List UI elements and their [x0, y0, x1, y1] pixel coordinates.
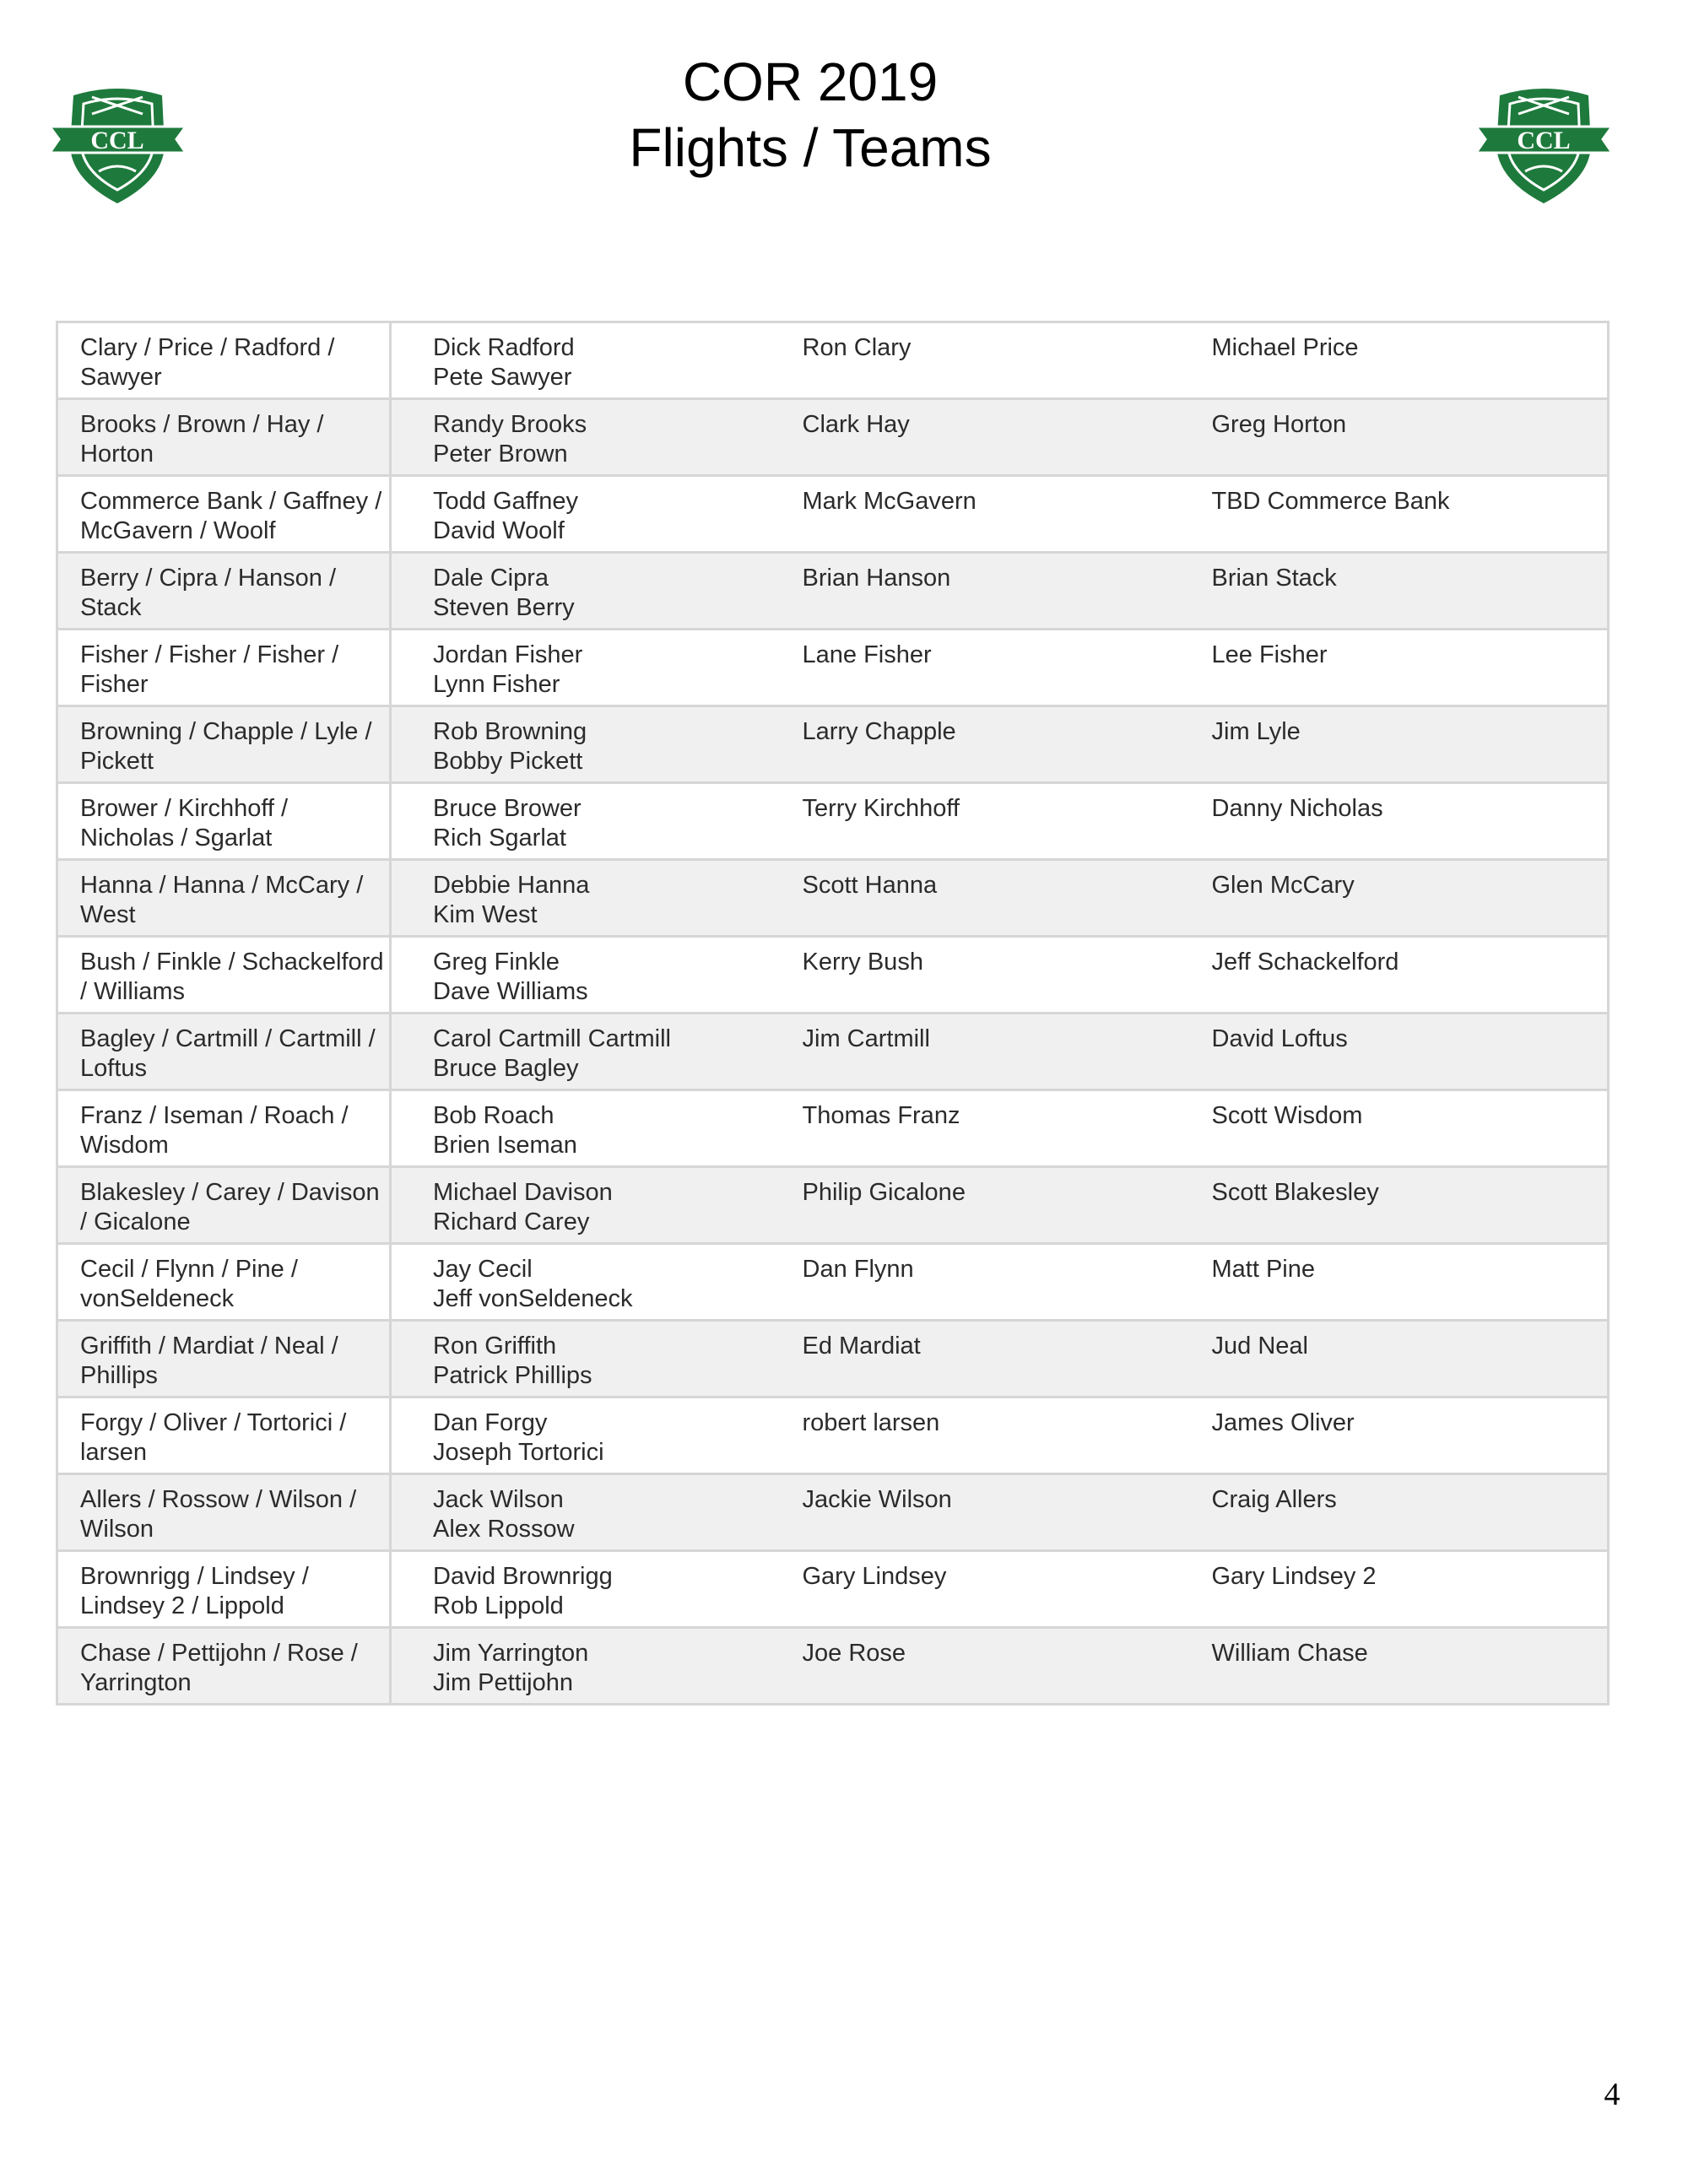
player4-cell — [1180, 1551, 1609, 1628]
team-name-line: Berry / Cipra / Hanson / — [80, 565, 336, 592]
player-name: Joseph Tortorici — [433, 1439, 604, 1466]
player3-cell — [786, 1551, 1180, 1628]
pair-players-cell — [391, 1014, 786, 1090]
player-name: Jay Cecil — [433, 1256, 533, 1283]
player4-cell — [1180, 399, 1609, 476]
page-number: 4 — [1604, 2077, 1620, 2112]
player-name: Peter Brown — [433, 441, 568, 468]
team-name-line: Stack — [80, 594, 142, 621]
table-row — [57, 937, 1609, 1014]
player-name: Lee Fisher — [1211, 641, 1328, 668]
player-name: Gary Lindsey — [802, 1563, 947, 1590]
player3-cell — [786, 1397, 1180, 1474]
player-name: Kim West — [433, 901, 538, 928]
team-name-cell — [57, 937, 391, 1014]
player4-cell — [1180, 937, 1609, 1014]
player-name: Scott Hanna — [802, 872, 938, 899]
player-name: Jim Pettijohn — [433, 1669, 574, 1696]
player4-cell — [1180, 1474, 1609, 1551]
player-name: Brian Hanson — [802, 565, 951, 592]
player-name: David Woolf — [433, 517, 565, 544]
player-name: Brien Iseman — [433, 1132, 577, 1159]
player-name: Randy Brooks — [433, 411, 587, 438]
player-name: Michael Davison — [433, 1179, 613, 1206]
teams-table — [56, 321, 1610, 1706]
player3-cell — [786, 1474, 1180, 1551]
team-name-line: Hanna / Hanna / McCary / — [80, 872, 364, 899]
player4-cell — [1180, 1014, 1609, 1090]
team-name-cell — [57, 1474, 391, 1551]
player-name: Bruce Bagley — [433, 1055, 579, 1082]
player4-cell — [1180, 1321, 1609, 1397]
pair-players-cell — [391, 1397, 786, 1474]
player3-cell — [786, 860, 1180, 937]
player-name: Richard Carey — [433, 1208, 590, 1235]
team-name-cell — [57, 1014, 391, 1090]
pair-players-cell — [391, 1167, 786, 1244]
player-name: Dan Forgy — [433, 1409, 548, 1436]
player-name: Ron Griffith — [433, 1333, 557, 1360]
teams-table-body — [57, 322, 1609, 1705]
team-name-line: Wilson — [80, 1516, 154, 1543]
player-name: Pete Sawyer — [433, 364, 572, 391]
player4-cell — [1180, 1628, 1609, 1705]
ccl-logo-left — [48, 80, 187, 207]
player-name: Greg Horton — [1211, 411, 1347, 438]
team-name-line: Commerce Bank / Gaffney / — [80, 488, 382, 515]
player3-cell — [786, 783, 1180, 860]
table-row — [57, 399, 1609, 476]
player-name: Jordan Fisher — [433, 641, 583, 668]
player4-cell — [1180, 706, 1609, 783]
table-row — [57, 1321, 1609, 1397]
player-name: Jim Yarrington — [433, 1640, 589, 1667]
pair-players-cell — [391, 1090, 786, 1167]
team-name-line: Cecil / Flynn / Pine / — [80, 1256, 298, 1283]
player-name: Jud Neal — [1211, 1333, 1308, 1360]
team-name-line: Clary / Price / Radford / — [80, 334, 335, 361]
player-name: Jim Lyle — [1211, 718, 1301, 745]
table-row — [57, 1244, 1609, 1321]
player3-cell — [786, 937, 1180, 1014]
player-name: Scott Blakesley — [1211, 1179, 1379, 1206]
team-name-cell — [57, 1321, 391, 1397]
pair-players-cell — [391, 1474, 786, 1551]
player-name: David Brownrigg — [433, 1563, 613, 1590]
team-name-cell — [57, 322, 391, 399]
team-name-line: Lindsey 2 / Lippold — [80, 1592, 284, 1619]
player-name: James Oliver — [1211, 1409, 1355, 1436]
player-name: Mark McGavern — [802, 488, 977, 515]
player-name: Alex Rossow — [433, 1516, 575, 1543]
pair-players-cell — [391, 937, 786, 1014]
table-row — [57, 1628, 1609, 1705]
logo-text: CCL — [1517, 127, 1571, 154]
player-name: Steven Berry — [433, 594, 575, 621]
player3-cell — [786, 1014, 1180, 1090]
player3-cell — [786, 476, 1180, 553]
player-name: Scott Wisdom — [1211, 1102, 1363, 1129]
player-name: Larry Chapple — [802, 718, 956, 745]
pair-players-cell — [391, 1551, 786, 1628]
page-header — [0, 0, 1688, 253]
team-name-line: Wisdom — [80, 1132, 169, 1159]
pair-players-cell — [391, 860, 786, 937]
player-name: Jack Wilson — [433, 1486, 564, 1513]
team-name-line: Forgy / Oliver / Tortorici / — [80, 1409, 347, 1436]
team-name-cell — [57, 399, 391, 476]
player-name: Rob Browning — [433, 718, 587, 745]
pair-players-cell — [391, 1628, 786, 1705]
table-row — [57, 783, 1609, 860]
player-name: Rich Sgarlat — [433, 824, 566, 851]
team-name-line: Brownrigg / Lindsey / — [80, 1563, 309, 1590]
team-name-line: Loftus — [80, 1055, 147, 1082]
player-name: TBD Commerce Bank — [1211, 488, 1450, 515]
team-name-line: Bagley / Cartmill / Cartmill / — [80, 1025, 376, 1052]
table-row — [57, 553, 1609, 630]
player-name: Terry Kirchhoff — [802, 795, 960, 822]
player-name: Dick Radford — [433, 334, 575, 361]
page-title — [540, 49, 1080, 181]
player-name: Joe Rose — [802, 1640, 906, 1667]
player3-cell — [786, 399, 1180, 476]
table-row — [57, 1167, 1609, 1244]
team-name-cell — [57, 1090, 391, 1167]
player4-cell — [1180, 860, 1609, 937]
team-name-cell — [57, 630, 391, 706]
pair-players-cell — [391, 399, 786, 476]
player3-cell — [786, 322, 1180, 399]
team-name-cell — [57, 1551, 391, 1628]
player3-cell — [786, 1321, 1180, 1397]
player-name: Jim Cartmill — [802, 1025, 930, 1052]
player-name: Michael Price — [1211, 334, 1359, 361]
pair-players-cell — [391, 706, 786, 783]
team-name-line: McGavern / Woolf — [80, 517, 276, 544]
player3-cell — [786, 1090, 1180, 1167]
player-name: Bob Roach — [433, 1102, 555, 1129]
table-row — [57, 1397, 1609, 1474]
player-name: Dave Williams — [433, 978, 588, 1005]
team-name-cell — [57, 1244, 391, 1321]
player3-cell — [786, 630, 1180, 706]
team-name-line: Bush / Finkle / Schackelford — [80, 949, 384, 976]
player4-cell — [1180, 1090, 1609, 1167]
team-name-line: Sawyer — [80, 364, 162, 391]
title-line-1: COR 2019 — [682, 51, 939, 112]
player4-cell — [1180, 553, 1609, 630]
team-name-cell — [57, 553, 391, 630]
pair-players-cell — [391, 476, 786, 553]
team-name-line: Browning / Chapple / Lyle / — [80, 718, 372, 745]
player-name: Dan Flynn — [802, 1256, 914, 1283]
player-name: robert larsen — [802, 1409, 940, 1436]
logo-text: CCL — [90, 127, 144, 154]
team-name-line: / Williams — [80, 978, 186, 1005]
ccl-logo-right — [1474, 80, 1614, 207]
player-name: Matt Pine — [1211, 1256, 1315, 1283]
player-name: Carol Cartmill Cartmill — [433, 1025, 671, 1052]
player-name: Bobby Pickett — [433, 748, 583, 775]
table-row — [57, 1551, 1609, 1628]
player-name: Philip Gicalone — [802, 1179, 966, 1206]
player-name: Glen McCary — [1211, 872, 1355, 899]
player4-cell — [1180, 1397, 1609, 1474]
player-name: Rob Lippold — [433, 1592, 564, 1619]
player-name: Ed Mardiat — [802, 1333, 921, 1360]
player3-cell — [786, 553, 1180, 630]
pair-players-cell — [391, 553, 786, 630]
player-name: David Loftus — [1211, 1025, 1348, 1052]
table-row — [57, 1014, 1609, 1090]
pair-players-cell — [391, 322, 786, 399]
player-name: William Chase — [1211, 1640, 1368, 1667]
pair-players-cell — [391, 783, 786, 860]
player-name: Lane Fisher — [802, 641, 932, 668]
player4-cell — [1180, 1167, 1609, 1244]
player-name: Gary Lindsey 2 — [1211, 1563, 1377, 1590]
player4-cell — [1180, 783, 1609, 860]
player-name: Jeff Schackelford — [1211, 949, 1399, 976]
player-name: Patrick Phillips — [433, 1362, 592, 1389]
team-name-line: West — [80, 901, 136, 928]
player3-cell — [786, 1244, 1180, 1321]
team-name-line: Nicholas / Sgarlat — [80, 824, 273, 851]
team-name-cell — [57, 1628, 391, 1705]
team-name-line: Brower / Kirchhoff / — [80, 795, 289, 822]
table-row — [57, 1474, 1609, 1551]
player-name: Greg Finkle — [433, 949, 560, 976]
table-row — [57, 476, 1609, 553]
player-name: Brian Stack — [1211, 565, 1337, 592]
table-row — [57, 630, 1609, 706]
player-name: Clark Hay — [802, 411, 910, 438]
player4-cell — [1180, 476, 1609, 553]
title-line-2: Flights / Teams — [629, 117, 992, 178]
table-row — [57, 860, 1609, 937]
team-name-line: Allers / Rossow / Wilson / — [80, 1486, 357, 1513]
table-row — [57, 1090, 1609, 1167]
player-name: Bruce Brower — [433, 795, 582, 822]
player3-cell — [786, 1628, 1180, 1705]
team-name-cell — [57, 1167, 391, 1244]
player-name: Thomas Franz — [802, 1102, 960, 1129]
pair-players-cell — [391, 1321, 786, 1397]
player-name: Lynn Fisher — [433, 671, 560, 698]
player3-cell — [786, 706, 1180, 783]
team-name-line: Phillips — [80, 1362, 158, 1389]
player4-cell — [1180, 630, 1609, 706]
team-name-line: Horton — [80, 441, 154, 468]
player-name: Ron Clary — [802, 334, 912, 361]
team-name-line: Brooks / Brown / Hay / — [80, 411, 324, 438]
player-name: Jeff vonSeldeneck — [433, 1285, 633, 1312]
team-name-line: Fisher — [80, 671, 149, 698]
player-name: Debbie Hanna — [433, 872, 590, 899]
team-name-line: Blakesley / Carey / Davison — [80, 1179, 380, 1206]
table-row — [57, 322, 1609, 399]
pair-players-cell — [391, 630, 786, 706]
team-name-line: / Gicalone — [80, 1208, 191, 1235]
team-name-cell — [57, 476, 391, 553]
table-row — [57, 706, 1609, 783]
player-name: Danny Nicholas — [1211, 795, 1383, 822]
team-name-cell — [57, 706, 391, 783]
team-name-line: Griffith / Mardiat / Neal / — [80, 1333, 338, 1360]
team-name-line: vonSeldeneck — [80, 1285, 235, 1312]
player4-cell — [1180, 1244, 1609, 1321]
player-name: Jackie Wilson — [802, 1486, 952, 1513]
team-name-line: Franz / Iseman / Roach / — [80, 1102, 349, 1129]
team-name-line: larsen — [80, 1439, 147, 1466]
pair-players-cell — [391, 1244, 786, 1321]
team-name-line: Chase / Pettijohn / Rose / — [80, 1640, 358, 1667]
team-name-line: Fisher / Fisher / Fisher / — [80, 641, 339, 668]
player-name: Kerry Bush — [802, 949, 923, 976]
player3-cell — [786, 1167, 1180, 1244]
team-name-cell — [57, 860, 391, 937]
team-name-line: Yarrington — [80, 1669, 192, 1696]
team-name-line: Pickett — [80, 748, 154, 775]
team-name-cell — [57, 1397, 391, 1474]
player-name: Todd Gaffney — [433, 488, 578, 515]
player4-cell — [1180, 322, 1609, 399]
player-name: Craig Allers — [1211, 1486, 1337, 1513]
player-name: Dale Cipra — [433, 565, 549, 592]
team-name-cell — [57, 783, 391, 860]
